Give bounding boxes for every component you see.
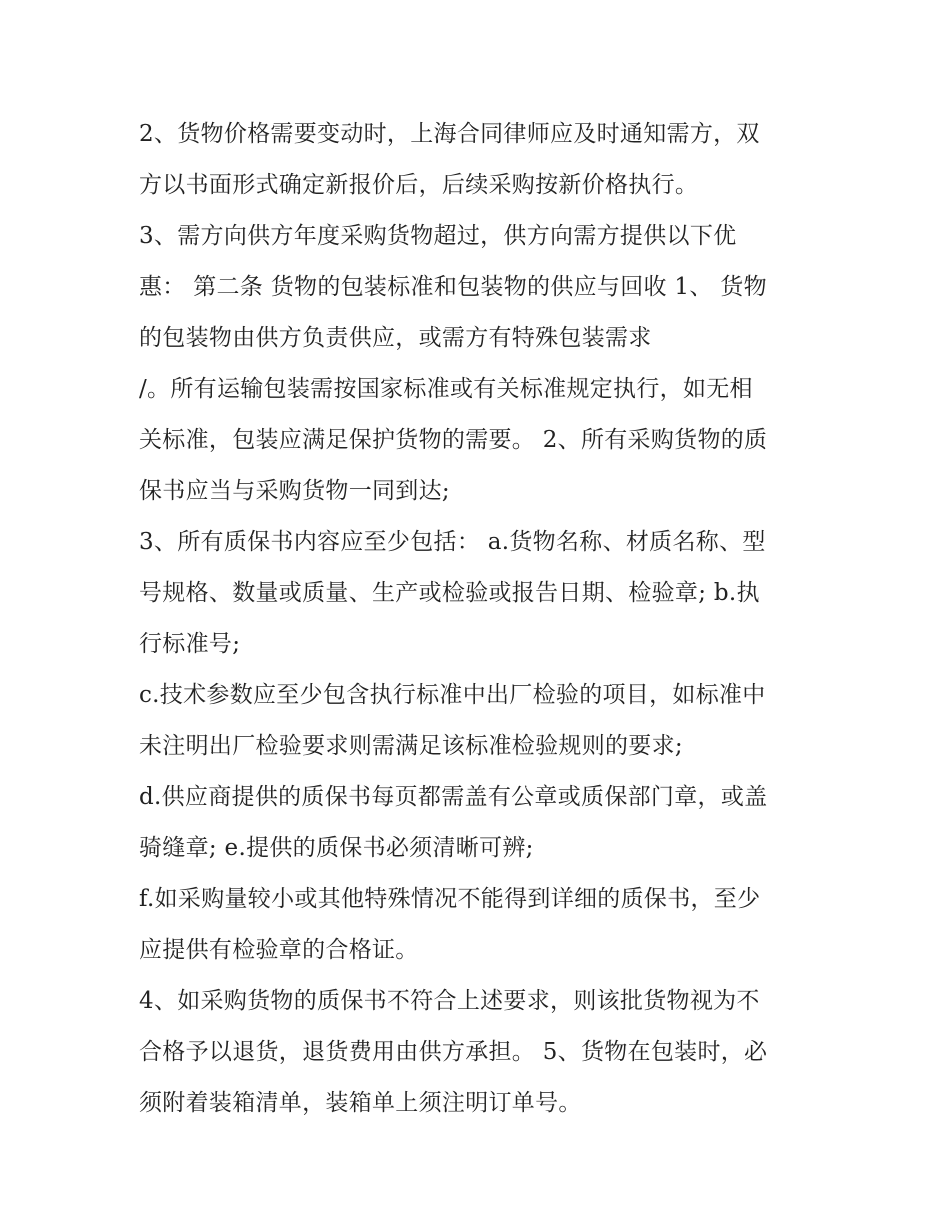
- text-line: 关标准，包装应满足保护货物的需要。 2、所有采购货物的质: [139, 427, 768, 453]
- text-line: d.供应商提供的质保书每页都需盖有公章或质保部门章，或盖: [139, 784, 768, 810]
- text-line: 4、如采购货物的质保书不符合上述要求，则该批货物视为不: [139, 988, 760, 1014]
- text-line: 保书应当与采购货物一同到达;: [139, 478, 450, 504]
- text-line: 方以书面形式确定新报价后，后续采购按新价格执行。: [139, 172, 699, 198]
- text-line: 3、需方向供方年度采购货物超过，供方向需方提供以下优: [139, 223, 737, 249]
- text-line: 骑缝章; e.提供的质保书必须清晰可辨;: [139, 835, 534, 861]
- text-line: /。所有运输包装需按国家标准或有关标准规定执行，如无相: [139, 376, 753, 402]
- text-line: 未注明出厂检验要求则需满足该标准检验规则的要求;: [139, 733, 683, 759]
- text-line: c.技术参数应至少包含执行标准中出厂检验的项目，如标准中: [139, 682, 766, 708]
- text-line: 合格予以退货，退货费用由供方承担。 5、货物在包装时，必: [139, 1039, 768, 1065]
- text-line: f.如采购量较小或其他特殊情况不能得到详细的质保书，至少: [139, 886, 761, 912]
- text-line: 3、所有质保书内容应至少包括： a.货物名称、材质名称、型: [139, 529, 766, 555]
- document-body: [139, 109, 819, 1129]
- text-line: 应提供有检验章的合格证。: [139, 937, 419, 963]
- text-line: 的包装物由供方负责供应，或需方有特殊包装需求: [139, 325, 652, 351]
- text-line: 2、货物价格需要变动时，上海合同律师应及时通知需方，双: [139, 121, 760, 147]
- text-line: 惠： 第二条 货物的包装标准和包装物的供应与回收 1、 货物: [139, 274, 767, 300]
- text-line: 号规格、数量或质量、生产或检验或报告日期、检验章; b.执: [139, 580, 760, 606]
- text-line: 行标准号;: [139, 631, 241, 657]
- text-line: 须附着装箱清单，装箱单上须注明订单号。: [139, 1090, 582, 1116]
